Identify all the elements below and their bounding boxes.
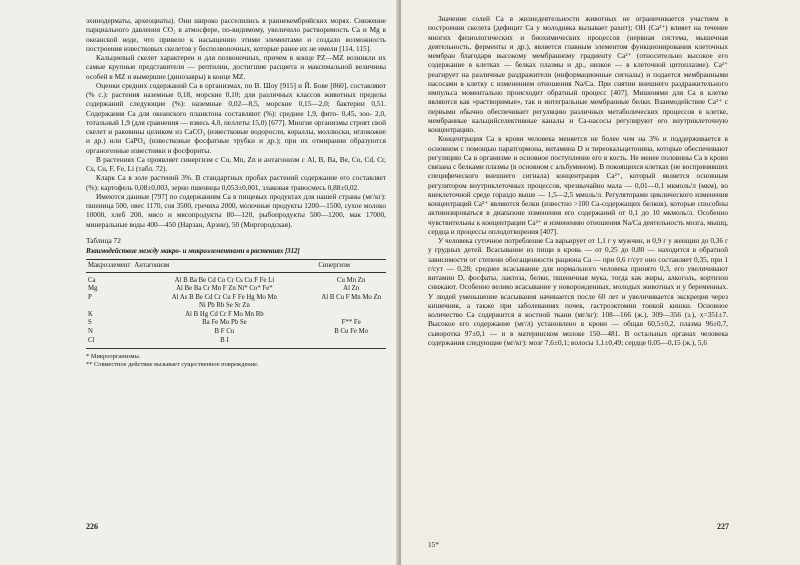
paragraph: Имеются данные [797] по содержаниям Ca в пищевых продуктах для нашей страны (мг/кг): пшеница 500, овес 1170, соя 3500, гречиха 2000, молочные продукты 1200—1500, сухое молоко 10000, хлеб 200, мясо и мясопродукты 80—120, рыбопродукты 500—1200, мак 17000, минеральные воды 400—450 (Нарзан, Арзни), 50 (Миргородская). bbox=[86, 191, 386, 229]
page-number: 227 bbox=[717, 522, 729, 531]
table-cell: S bbox=[88, 319, 92, 327]
right-text-column bbox=[428, 14, 728, 347]
table-cell: Ni Pb Rb Se Sr Zn bbox=[198, 302, 250, 310]
table-cell bbox=[86, 302, 132, 311]
table-row bbox=[86, 272, 386, 285]
table-row bbox=[86, 302, 386, 311]
table-cell: N bbox=[88, 328, 93, 336]
table-footnote: * Микроорганизмы. bbox=[86, 353, 141, 361]
paragraph: Концентрация Ca в крови человека меняется не более чем на 3% и поддерживается в основном с помощью паратгормона, витамина D и тиреокальцитонина, которые обеспечивают регуляцию Ca в организме и основное поступление его в кость. Не менее половины Ca в крови связана с белками плазмы (в основном с альбумином). В покоящихся клетках (не воспринявших специфического внешнего сигнала) концентрация Ca²⁺, который является основным регулятором внутриклеточных процессов, чрезвычайно мала — 0,01—0,1 мкмоль/л (мкм), во внеклеточной среде гораздо выше — 1,5—2,5 ммоль/л. Регуляторами циклического изменения концентраций Ca²⁺ являются белки (известно >100 Ca-содержащих белков), которые способны активизироваться в диапазоне изменения его содержаний от 0,1 до 10 мкмоль/л. Особенно чувствительны к концентрации Ca²⁺ и изменению отношения Na/Ca деятельность мозга, мышц, сердца и процессы оплодотворения [407]. bbox=[428, 134, 728, 236]
table-cell bbox=[316, 302, 386, 311]
paragraph: В растениях Ca проявляет синергизм с Cu, Mn, Zn и антагонизм с Al, B, Ba, Be, Co, Cd, Cr, Cs, Cu, F, Fe, Li (табл. 72). bbox=[86, 154, 386, 173]
table-cell: Al As B Be Cd Cr Cu F Fe Hg Mo Mn bbox=[171, 293, 277, 301]
table-cell: Al Zn bbox=[343, 285, 360, 293]
interaction-table bbox=[86, 259, 386, 349]
table-cell: B Cu Fe Mo bbox=[334, 328, 369, 336]
table-title: Взаимодействие между макро- и микроэлементами в растениях [312] bbox=[86, 247, 300, 255]
table-cell: Cl bbox=[86, 337, 132, 349]
table-cell: Al Be Ba Cr Mn F Zn Ni* Co* Fe* bbox=[176, 285, 273, 293]
table-cell: P bbox=[88, 293, 92, 301]
table-header: Синергизм bbox=[316, 260, 386, 272]
table-cell: Al B Cu F Mn Mo Zn bbox=[321, 293, 382, 301]
table-cell bbox=[316, 311, 386, 320]
table-cell: Al B Hg Cd Cr F Mo Mn Rb bbox=[185, 310, 264, 318]
table-row bbox=[86, 311, 386, 320]
table-header: Антагонизм bbox=[132, 260, 316, 272]
page-number: 226 bbox=[86, 522, 98, 531]
table-caption: Таблица 72 bbox=[86, 235, 121, 245]
table-cell: B F Cu bbox=[214, 328, 235, 336]
paragraph: Оценки средних содержаний Ca в организмах, по В. Шоу [915] и Й. Бове [860], составляют (% с.): растения наземные 0,18, морские 0,10; для различных классов животных пределы содержаний следующие (%): наземные 0,02—8,5, морские 0,15—2,0; бактерии 0,51. Содержания Ca для океанского планктона составляют (%): среднее 1,9, фито- 0,45, зоо- 2,0, тотальный 1,9 (для сравнения — взвесь 4,0, пеллеты 15,0) [677]. Многие организмы строят свой скелет и раковины целиком из CaCO₃ (известковые водоросли, кораллы, моллюски, иглокожие и др.) или CaPO₄ (известковые фосфатные трубки и др.); при их отмирании образуются органогенные известняки и фосфориты. bbox=[86, 80, 386, 155]
paragraph: эхинодерматы, археоциаты). Они широко расселились в раннекембрийских морях. Снижение парциального давления CO₂ в атмосфере, по-видимому, увеличило растворимость Ca и Mg в океанской воде, что привело к насыщению этими элементами и создало возможность построения известковых скелетов у беспозвоночных, которые ранее их не имели [114, 115]. bbox=[86, 16, 386, 53]
table-cell: Ba Fe Mo Pb Se bbox=[202, 319, 247, 327]
table-cell: B I bbox=[132, 337, 316, 349]
table-header: Макроэлемент bbox=[86, 260, 132, 272]
table-cell: Mg bbox=[88, 285, 98, 293]
table-row bbox=[86, 294, 386, 303]
table-row bbox=[86, 328, 386, 337]
left-text-column bbox=[86, 16, 386, 369]
table-cell: Cu Mn Zn bbox=[337, 276, 366, 284]
paragraph: Значение солей Ca в жизнедеятельности животных не ограничивается участием в построении скелета (дефицит Ca у молодняка вызывает рахит); ОН (Ca²⁺) влияет на течение многих физиологических и биохимических процессов (нервная система, мышечная деятельность, ферменты и др.), является главным элементом функционирования клеточных мембран благодаря высокому мембранному градиенту Ca²⁺ (относительно высокое его содержание в клетках — белках плазмы и др., низкое — в клеточной цитоплазме). Ca²⁺ реагирует на различные раздражители (информационные сигналы) и подается мембранными насосами в клетку с изменением отношения Na/Ca. При снятии внешнего раздражительного импульса моментально происходит обратный процесс [407]. Мишенями для Ca в клетке являются как «растворимые», так и интегральные мембранные белки. Взаимодействие Ca²⁺ с первыми обычно обеспечивает регуляцию различных метаболических процессов в клетке, мембранные кальцийселективные каналы и Ca-насосы регулируют его внутриклеточную концентрацию. bbox=[428, 14, 728, 134]
left-page bbox=[0, 0, 399, 565]
signature-mark: 15* bbox=[428, 540, 439, 549]
paragraph: Кальциевый скелет характерен и для позвоночных, причем в конце PZ—MZ возникли их самые крупные представители — рептилии, достигшие расцвета и максимальной величины особей в MZ и вымершие (динозавры) в конце MZ. bbox=[86, 53, 386, 81]
right-page bbox=[401, 0, 800, 565]
table-cell: Ca bbox=[88, 276, 96, 284]
table-cell: K bbox=[88, 310, 93, 318]
paragraph: Кларк Ca в золе растений 3%. В стандартных пробах растений содержание его составляет (%): картофель 0,08±0,003, зерно пшеницы 0,053±0,001, злаковая травосмесь 0,88±0,02. bbox=[86, 173, 386, 192]
table-row bbox=[86, 319, 386, 328]
table-row bbox=[86, 285, 386, 294]
paragraph: У человека суточное потребление Ca варьирует от 1,1 г у мужчин, и 0,9 г у женщин до 0,36 г у грудных детей. Всасывание из пищи в кровь — от 0,25 до 0,80 — находится в обратной зависимости от степени обогащенности рациона Ca — при 0,6 г/сут оно составляет 0,35, при 1 г/сут — 0,28; среднее всасывание для нормального человека принято 0,3, его увеличивают витамин D, фосфаты, лактоза, белки, пшеничная мука, тогда как жиры, алкоголь, кортизон снижают. Особенно велико всасывание у новорожденных, молодых животных и у беременных. У людей уменьшение всасывания начинается после 60 лет и увеличивается экскреция через кишечник, а также при заболеваниях почек, гастроэктомии тонкой кишки. Основное количество Ca содержится в костной ткани (мг/кг): 108—166 (ж.), 309—356 (з.), x=351±7. Высокое его содержание (мг/л) установлено в крови — общая 60,5±0,2, плазма 96±0,7, сыворотка 97±0,1 — и в материнском молоке 150—481. В остальных органах человека содержания следующие (мг/кг): мозг 7,6±0,1; волосы 1,1±0,49; сердце 0,05—0,15 (ж.), 5,6 bbox=[428, 236, 728, 347]
table-footnote: ** Совместное действие вызывает существенное повреждение. bbox=[86, 361, 259, 369]
table-cell bbox=[316, 337, 386, 349]
table-row bbox=[86, 337, 386, 349]
table-cell: F** Fe bbox=[341, 319, 361, 327]
table-cell: Al B Ba Be Cd Co Cr Cs Cu F Fe Li bbox=[174, 276, 275, 284]
